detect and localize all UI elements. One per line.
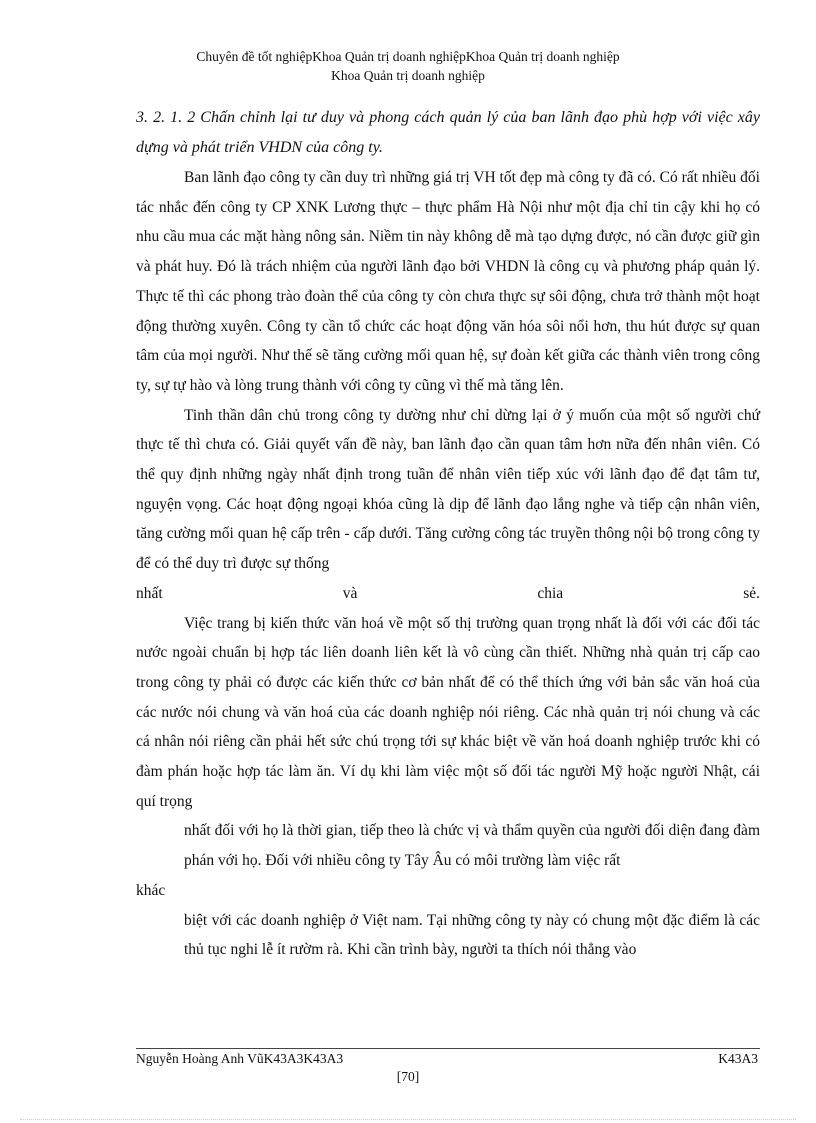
paragraph-2: Tinh thần dân chủ trong công ty dường như chỉ dừng lại ở ý muốn của một số người chứ thực tế thì chưa có. Giải quyết vấn đề này, ban lãnh đạo cần quan tâm hơn nữa đến nhân viên. Có thể quy định những ngày nhất định trong tuần để nhân viên tiếp xúc với lãnh đạo để đạt tâm tư, nguyện vọng. Các hoạt động ngoại khóa cũng là dịp để lãnh đạo lắng nghe và tiếp cận nhân viên, tăng cường mối quan hệ cấp trên - cấp dưới. Tăng cường công tác truyền thông nội bộ trong công ty để có thể duy trì được sự thống <box>136 406 760 573</box>
paragraph-3: Việc trang bị kiến thức văn hoá về một số thị trường quan trọng nhất là đối với các đối tác nước ngoài chuẩn bị hợp tác liên doanh liên kết là vô cùng cần thiết. Những nhà quản trị cấp cao trong công ty phải có được các kiến thức cơ bản nhất để có thể thích ứng với bản sắc văn hoá của các nước nói chung và văn hoá của các doanh nghiệp nói riêng. Các nhà quản trị nói chung và các cá nhân nói riêng cần phải hết sức chú trọng tới sự khác biệt về văn hoá doanh nghiệp trước khi có đàm phán hoặc hợp tác làm ăn. Ví dụ khi làm việc một số đối tác người Mỹ hoặc người Nhật, cái quí trọng <box>136 614 760 810</box>
paragraph-4: nhất đối với họ là thời gian, tiếp theo là chức vị và thẩm quyền của người đối diện đang đàm phán với họ. Đối với nhiều công ty Tây Âu có môi trường làm việc rất <box>184 822 760 870</box>
paragraph-5: biệt với các doanh nghiệp ở Việt nam. Tại những công ty này có chung một đặc điểm là các thủ tục nghi lễ ít rườm rà. Khi cần trình bày, người ta thích nói thẳng vào <box>184 911 760 959</box>
page-header <box>0 47 816 85</box>
page-bottom-border <box>20 1119 796 1120</box>
header-line-1: Chuyên đề tốt nghiệpKhoa Quản trị doanh nghiệpKhoa Quản trị doanh nghiệp <box>196 49 620 64</box>
section-heading: 3. 2. 1. 2 Chấn chỉnh lại tư duy và phong cách quản lý của ban lãnh đạo phù hợp với việc xây dựng và phát triển VHDN của công ty. <box>136 109 760 156</box>
paragraph-1: Ban lãnh đạo công ty cần duy trì những giá trị VH tốt đẹp mà công ty đã có. Có rất nhiều đối tác nhắc đến công ty CP XNK Lương thực – thực phẩm Hà Nội như một địa chỉ tin cậy khi họ có nhu cầu mua các mặt hàng nông sản. Niềm tin này không dễ mà tạo dựng được, nó cần được giữ gìn và phát huy. Đó là trách nhiệm của người lãnh đạo bởi VHDN là công cụ và phương pháp quản lý. Thực tế thì các phong trào đoàn thể của công ty còn chưa thực sự sôi động, chưa trở thành một hoạt động thường xuyên. Công ty cần tổ chức các hoạt động văn hóa sôi nổi hơn, thu hút được sự quan tâm của mọi người. Như thế sẽ tăng cường mối quan hệ, sự đoàn kết giữa các thành viên trong công ty, sự tự hào và lòng trung thành với công ty cũng vì thế mà tăng lên. <box>136 169 760 394</box>
footer-author: Nguyễn Hoàng Anh VũK43A3K43A3 <box>136 1051 344 1066</box>
paragraph-2-end: nhất và chia sẻ. <box>136 584 760 602</box>
header-line-2: Khoa Quản trị doanh nghiệp <box>331 68 485 83</box>
footer-divider <box>136 1048 760 1049</box>
footer-class: K43A3 <box>718 1051 758 1066</box>
body-text <box>136 163 760 965</box>
paragraph-4-tail: khác <box>136 881 166 899</box>
page-number: [70] <box>396 1069 420 1084</box>
